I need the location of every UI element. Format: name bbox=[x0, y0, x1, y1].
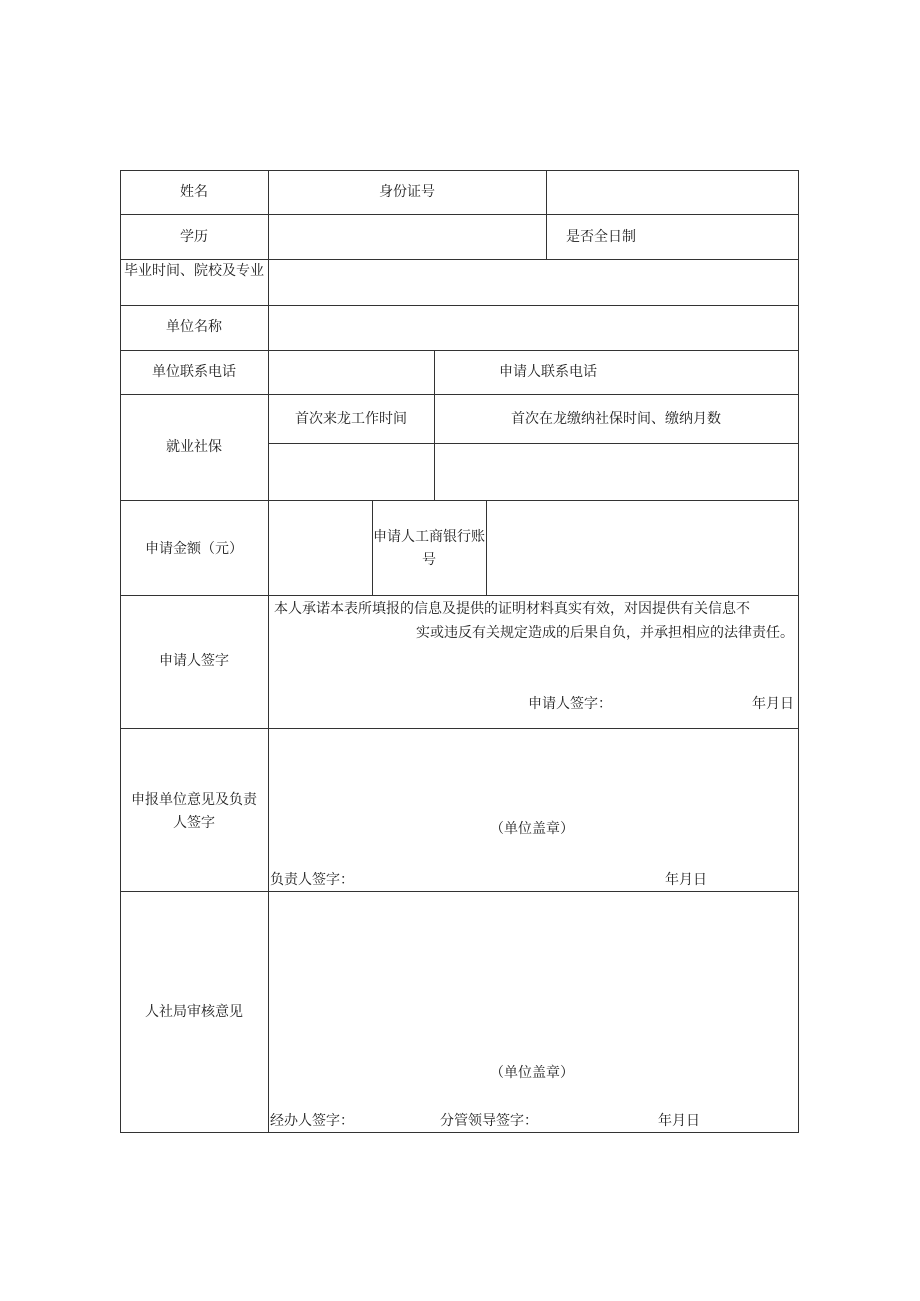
first-work-field[interactable] bbox=[269, 444, 434, 500]
bureau-review-label: 人社局审核意见 bbox=[145, 1004, 243, 1020]
education-label: 学历 bbox=[180, 229, 208, 245]
row-divider bbox=[120, 350, 799, 351]
border-right bbox=[798, 170, 799, 1133]
unit-opinion-label: 申报单位意见及负责人签字 bbox=[131, 792, 257, 831]
graduation-field[interactable] bbox=[269, 260, 798, 305]
signature-label: 申请人签字 bbox=[159, 653, 229, 669]
applicant-date-label: 年月日 bbox=[752, 696, 794, 712]
supervisor-sign-label: 分管领导签字： bbox=[440, 1113, 538, 1129]
employer-phone-field[interactable] bbox=[269, 351, 434, 394]
employer-field[interactable] bbox=[269, 306, 798, 350]
name-label: 姓名 bbox=[180, 184, 208, 200]
bureau-seal-label: （单位盖章） bbox=[490, 1065, 574, 1081]
applicant-phone-label: 申请人联系电话 bbox=[499, 364, 597, 380]
fulltime-label: 是否全日制 bbox=[566, 229, 636, 245]
amount-field[interactable] bbox=[269, 501, 372, 595]
employer-label: 单位名称 bbox=[166, 319, 222, 335]
bureau-date-label: 年月日 bbox=[658, 1113, 700, 1129]
pledge-line-1: 本人承诺本表所填报的信息及提供的证明材料真实有效，对因提供有关信息不 bbox=[274, 601, 750, 617]
pledge-line-2: 实或违反有关规定造成的后果自负，并承担相应的法律责任。 bbox=[416, 625, 794, 641]
handler-sign-label: 经办人签字： bbox=[270, 1113, 354, 1129]
id-number-field[interactable] bbox=[547, 171, 798, 214]
graduation-label: 毕业时间、院校及专业 bbox=[124, 263, 264, 279]
first-social-field[interactable] bbox=[435, 444, 798, 500]
applicant-sign-label: 申请人签字： bbox=[528, 696, 612, 712]
row-divider bbox=[120, 595, 799, 596]
id-number-label: 身份证号 bbox=[379, 184, 435, 200]
leader-sign-label: 负责人签字： bbox=[270, 872, 354, 888]
amount-label: 申请金额（元） bbox=[145, 541, 243, 557]
education-field[interactable] bbox=[269, 215, 546, 259]
unit-seal-label: （单位盖章） bbox=[490, 821, 574, 837]
first-work-label: 首次来龙工作时间 bbox=[295, 411, 407, 427]
row-divider bbox=[120, 394, 799, 395]
employment-label: 就业社保 bbox=[166, 439, 222, 455]
first-social-label: 首次在龙缴纳社保时间、缴纳月数 bbox=[511, 411, 721, 427]
bank-account-label: 申请人工商银行账号 bbox=[373, 529, 485, 568]
unit-date-label: 年月日 bbox=[665, 872, 707, 888]
employer-phone-label: 单位联系电话 bbox=[152, 364, 236, 380]
application-form bbox=[120, 170, 799, 1133]
row-divider bbox=[120, 728, 799, 729]
bank-account-field[interactable] bbox=[487, 501, 798, 595]
